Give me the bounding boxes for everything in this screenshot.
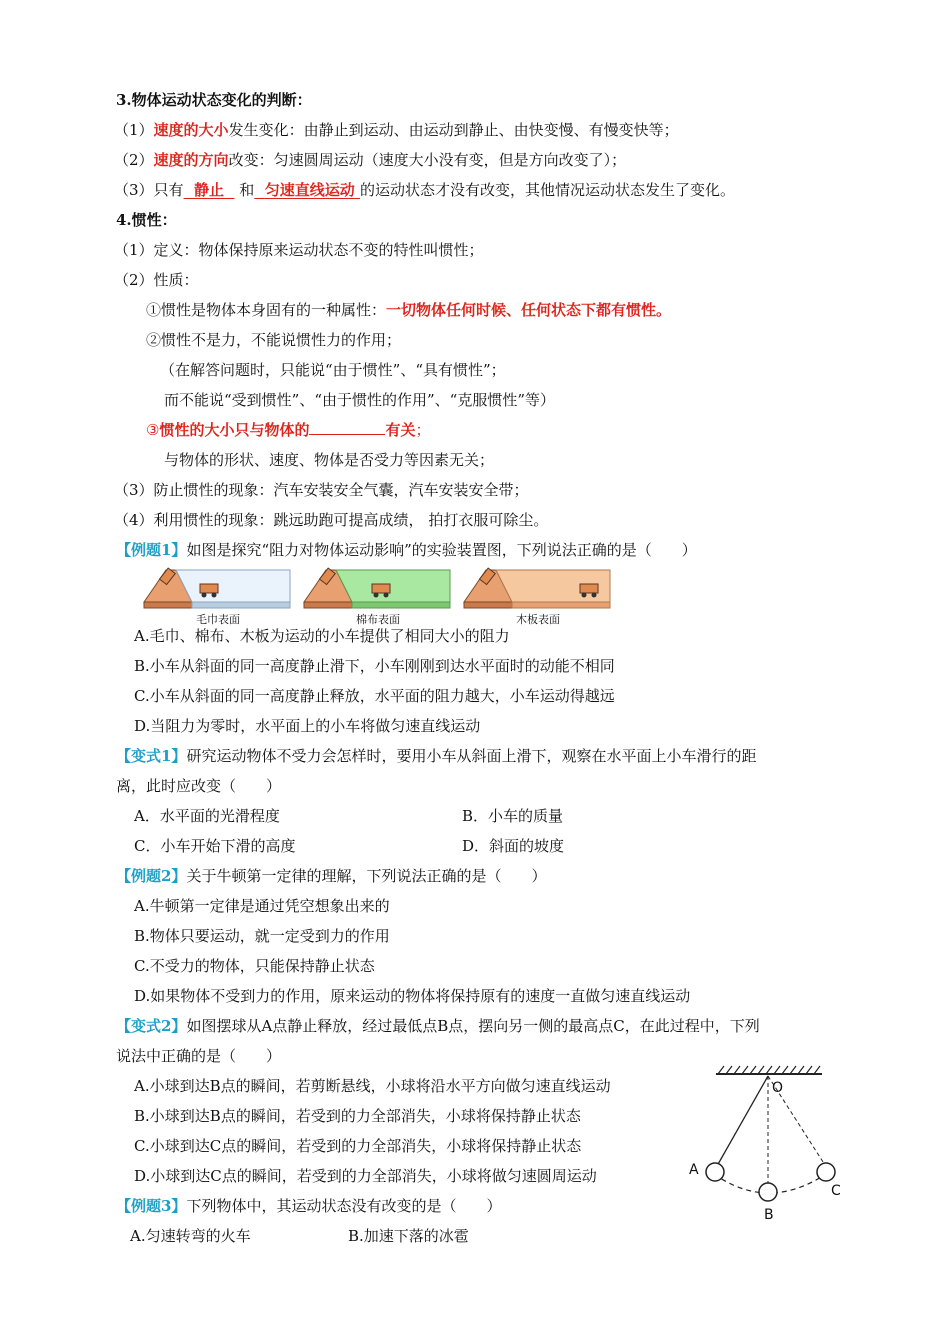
example-1-option-d[interactable]: D.当阻力为零时，水平面上的小车将做匀速直线运动 [134,717,481,735]
text: 如图摆球从A点静止释放，经过最低点B点，摆向另一侧的最高点C，在此过程中，下列 [186,1017,760,1035]
pendulum-figure [686,1062,846,1224]
nature-2-note-a: （在解答问题时，只能说“由于惯性”、“具有惯性”； [160,361,506,379]
text: ； [415,421,431,439]
nature-1 [146,300,671,320]
variation-1-question-cont: 离，此时应改变（ ） [116,777,282,795]
label-o: O [772,1080,784,1096]
example-2-option-b[interactable]: B.物体只要运动，就一定受到力的作用 [134,927,390,945]
panel-towel [144,568,290,608]
example-3-option-a[interactable]: A.匀速转弯的火车 [130,1227,251,1245]
inertia-definition: （1）定义：物体保持原来运动状态不变的特性叫惯性； [114,241,484,259]
nature-3 [146,420,431,440]
example-3-question [116,1196,501,1216]
s3-item-3 [114,180,735,200]
variation-1-option-c[interactable]: C．小车开始下滑的高度 [134,837,296,855]
label-c: C [831,1183,841,1199]
variation-2-option-a[interactable]: A.小球到达B点的瞬间，若剪断悬线，小球将沿水平方向做匀速直线运动 [134,1077,611,1095]
variation-2-option-c[interactable]: C.小球到达C点的瞬间，若受到的力全部消失，小球将保持静止状态 [134,1137,582,1155]
text: 下列物体中，其运动状态没有改变的是（ ） [186,1197,502,1215]
variation-2-question-cont: 说法中正确的是（ ） [116,1047,282,1065]
s3-item-1 [114,120,679,140]
highlight: 速度的方向 [153,151,229,169]
example-3-option-b[interactable]: B.加速下落的冰雹 [348,1227,469,1245]
label-wood: 木板表面 [516,613,560,626]
text: 的运动状态才没有改变，其他情况运动状态发生了变化。 [359,181,735,199]
highlight: 一切物体任何时候、任何状态下都有惯性。 [386,301,672,319]
prevent-inertia: （3）防止惯性的现象：汽车安装安全气囊，汽车安装安全带； [114,481,529,499]
section-4-title: 4.惯性： [116,211,177,229]
text: ①惯性是物体本身固有的一种属性： [146,301,387,319]
example-1-option-b[interactable]: B.小车从斜面的同一高度静止滑下，小车刚刚到达水平面时的动能不相同 [134,657,615,675]
example-1-question [116,540,697,560]
example-2-option-a[interactable]: A.牛顿第一定律是通过凭空想象出来的 [134,897,390,915]
nature-2-note-b: 而不能说“受到惯性”、“由于惯性的作用”、“克服惯性”等） [164,391,556,409]
label-a: A [689,1162,699,1178]
variation-1-option-d[interactable]: D．斜面的坡度 [462,837,565,855]
example-2-option-d[interactable]: D.如果物体不受到力的作用，原来运动的物体将保持原有的速度一直做匀速直线运动 [134,987,691,1005]
label-b: B [764,1207,774,1223]
example-1-option-c[interactable]: C.小车从斜面的同一高度静止释放，水平面的阻力越大，小车运动得越远 [134,687,615,705]
friction-experiment-figure [140,562,620,628]
highlight: 惯性的大小只与物体的 [159,421,310,439]
tag: 【例题2】 [116,867,187,885]
ball-b [759,1183,777,1201]
tag: 【变式1】 [116,747,187,765]
example-2-question [116,866,546,886]
answer-uniform-motion: 匀速直线运动 [264,181,355,199]
string-to-a [717,1076,768,1166]
answer-still: 静止 [194,181,225,199]
label-cotton: 棉布表面 [356,613,400,626]
text: （3）只有 [114,181,184,199]
number: ③ [146,421,160,439]
prefix: （2） [114,151,154,169]
label-towel: 毛巾表面 [196,613,240,626]
example-1-option-a[interactable]: A.毛巾、棉布、木板为运动的小车提供了相同大小的阻力 [134,627,510,645]
text: 关于牛顿第一定律的理解，下列说法正确的是（ ） [186,867,547,885]
variation-2-option-b[interactable]: B.小球到达B点的瞬间，若受到的力全部消失，小球将保持静止状态 [134,1107,581,1125]
variation-1-option-a[interactable]: A．水平面的光滑程度 [134,807,280,825]
variation-1-option-b[interactable]: B．小车的质量 [462,807,564,825]
variation-1-question [116,746,756,766]
variation-2-option-d[interactable]: D.小球到达C点的瞬间，若受到的力全部消失，小球将做匀速圆周运动 [134,1167,597,1185]
s3-item-2 [114,150,626,170]
use-inertia: （4）利用惯性的现象：跳远助跑可提高成绩， 拍打衣服可除尘。 [114,511,549,529]
text: 改变：匀速圆周运动（速度大小没有变，但是方向改变了）； [228,151,627,169]
answer-blank [309,420,385,435]
tag: 【变式2】 [116,1017,187,1035]
text: 发生变化：由静止到运动、由运动到静止、由快变慢、有慢变快等； [228,121,679,139]
ball-c [817,1163,835,1181]
ceiling [716,1066,822,1074]
example-2-option-c[interactable]: C.不受力的物体，只能保持静止状态 [134,957,375,975]
section-3-title: 3.物体运动状态变化的判断： [116,91,312,109]
variation-2-question [116,1016,760,1036]
nature-2: ②惯性不是力，不能说惯性力的作用； [146,331,402,349]
tag: 【例题3】 [116,1197,187,1215]
panel-cotton [304,568,450,608]
inertia-nature: （2）性质： [114,271,199,289]
prefix: （1） [114,121,154,139]
text: 如图是探究“阻力对物体运动影响”的实验装置图，下列说法正确的是（ ） [186,541,697,559]
highlight: 速度的大小 [153,121,229,139]
text: 研究运动物体不受力会怎样时，要用小车从斜面上滑下，观察在水平面上小车滑行的距 [186,747,757,765]
nature-3-note: 与物体的形状、速度、物体是否受力等因素无关； [164,451,495,469]
text: 和 [239,181,255,199]
ball-a [706,1163,724,1181]
tag: 【例题1】 [116,541,187,559]
highlight: 有关 [385,421,416,439]
panel-wood [464,568,610,608]
